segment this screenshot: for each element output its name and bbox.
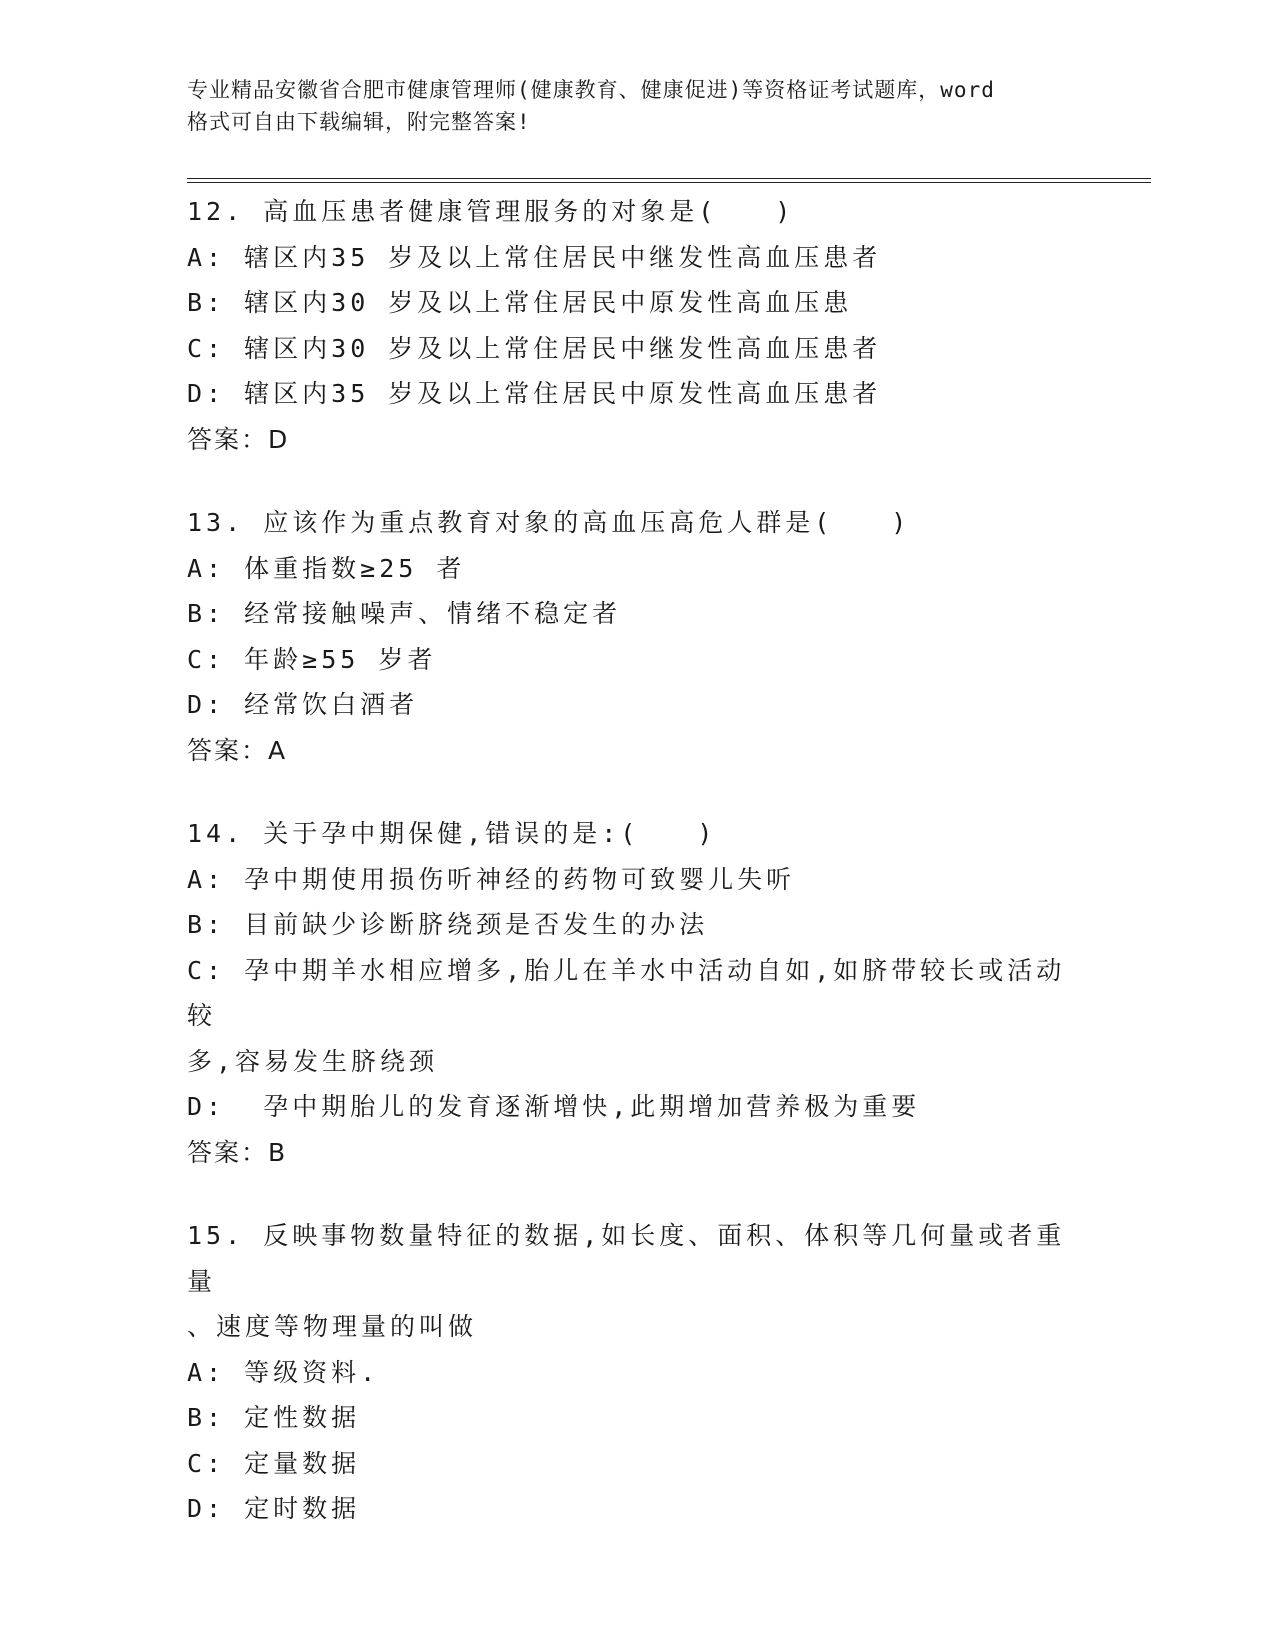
header-divider-bottom [187, 182, 1151, 183]
option-a: A: 辖区内35 岁及以上常住居民中继发性高血压患者 [187, 242, 882, 272]
option-b: B: 目前缺少诊断脐绕颈是否发生的办法 [187, 910, 709, 939]
answer-label: 答案：B [187, 1137, 288, 1167]
option-c: C: 辖区内30 岁及以上常住居民中继发性高血压患者 [187, 333, 882, 363]
header-divider-top [187, 178, 1151, 179]
option-b: B: 辖区内30 岁及以上常住居民中原发性高血压患 [187, 288, 853, 317]
question-stem: 14. 关于孕中期保健,错误的是:( ) [187, 819, 717, 848]
option-d: D: 辖区内35 岁及以上常住居民中原发性高血压患者 [187, 379, 882, 408]
header-line-1: 专业精品安徽省合肥市健康管理师(健康教育、健康促进)等资格证考试题库，word [187, 78, 995, 102]
question-stem: 13. 应该作为重点教育对象的高血压高危人群是( ) [187, 508, 911, 537]
option-c: C: 年龄≥55 岁者 [187, 644, 437, 674]
option-c-continued: 多,容易发生脐绕颈 [187, 1046, 439, 1076]
question-12 [187, 189, 1087, 462]
option-d: D: 定时数据 [187, 1494, 361, 1523]
option-c: C: 定量数据 [187, 1448, 361, 1478]
option-a: A: 孕中期使用损伤听神经的药物可致婴儿失听 [187, 864, 796, 894]
option-d: D: 经常饮白酒者 [187, 690, 419, 719]
question-13 [187, 500, 1087, 773]
option-c: C: 孕中期羊水相应增多,胎儿在羊水中活动自如,如脐带较长或活动较 [187, 955, 1066, 1030]
question-stem: 15. 反映事物数量特征的数据,如长度、面积、体积等几何量或者重量 [187, 1221, 1066, 1296]
question-15 [187, 1213, 1087, 1532]
answer-label: 答案：D [187, 424, 290, 454]
option-d: D: 孕中期胎儿的发育逐渐增快,此期增加营养极为重要 [187, 1092, 921, 1121]
question-list [187, 189, 1087, 1570]
option-b: B: 经常接触噪声、情绪不稳定者 [187, 599, 622, 628]
document-header [187, 74, 1087, 138]
option-b: B: 定性数据 [187, 1403, 361, 1432]
answer-label: 答案：A [187, 735, 288, 765]
question-stem-continued: 、速度等物理量的叫做 [187, 1312, 478, 1341]
question-stem: 12. 高血压患者健康管理服务的对象是( ) [187, 197, 795, 226]
header-line-2: 格式可自由下载编辑，附完整答案! [187, 110, 531, 134]
option-a: A: 体重指数≥25 者 [187, 553, 466, 583]
option-a: A: 等级资料. [187, 1357, 380, 1387]
question-14 [187, 811, 1087, 1175]
